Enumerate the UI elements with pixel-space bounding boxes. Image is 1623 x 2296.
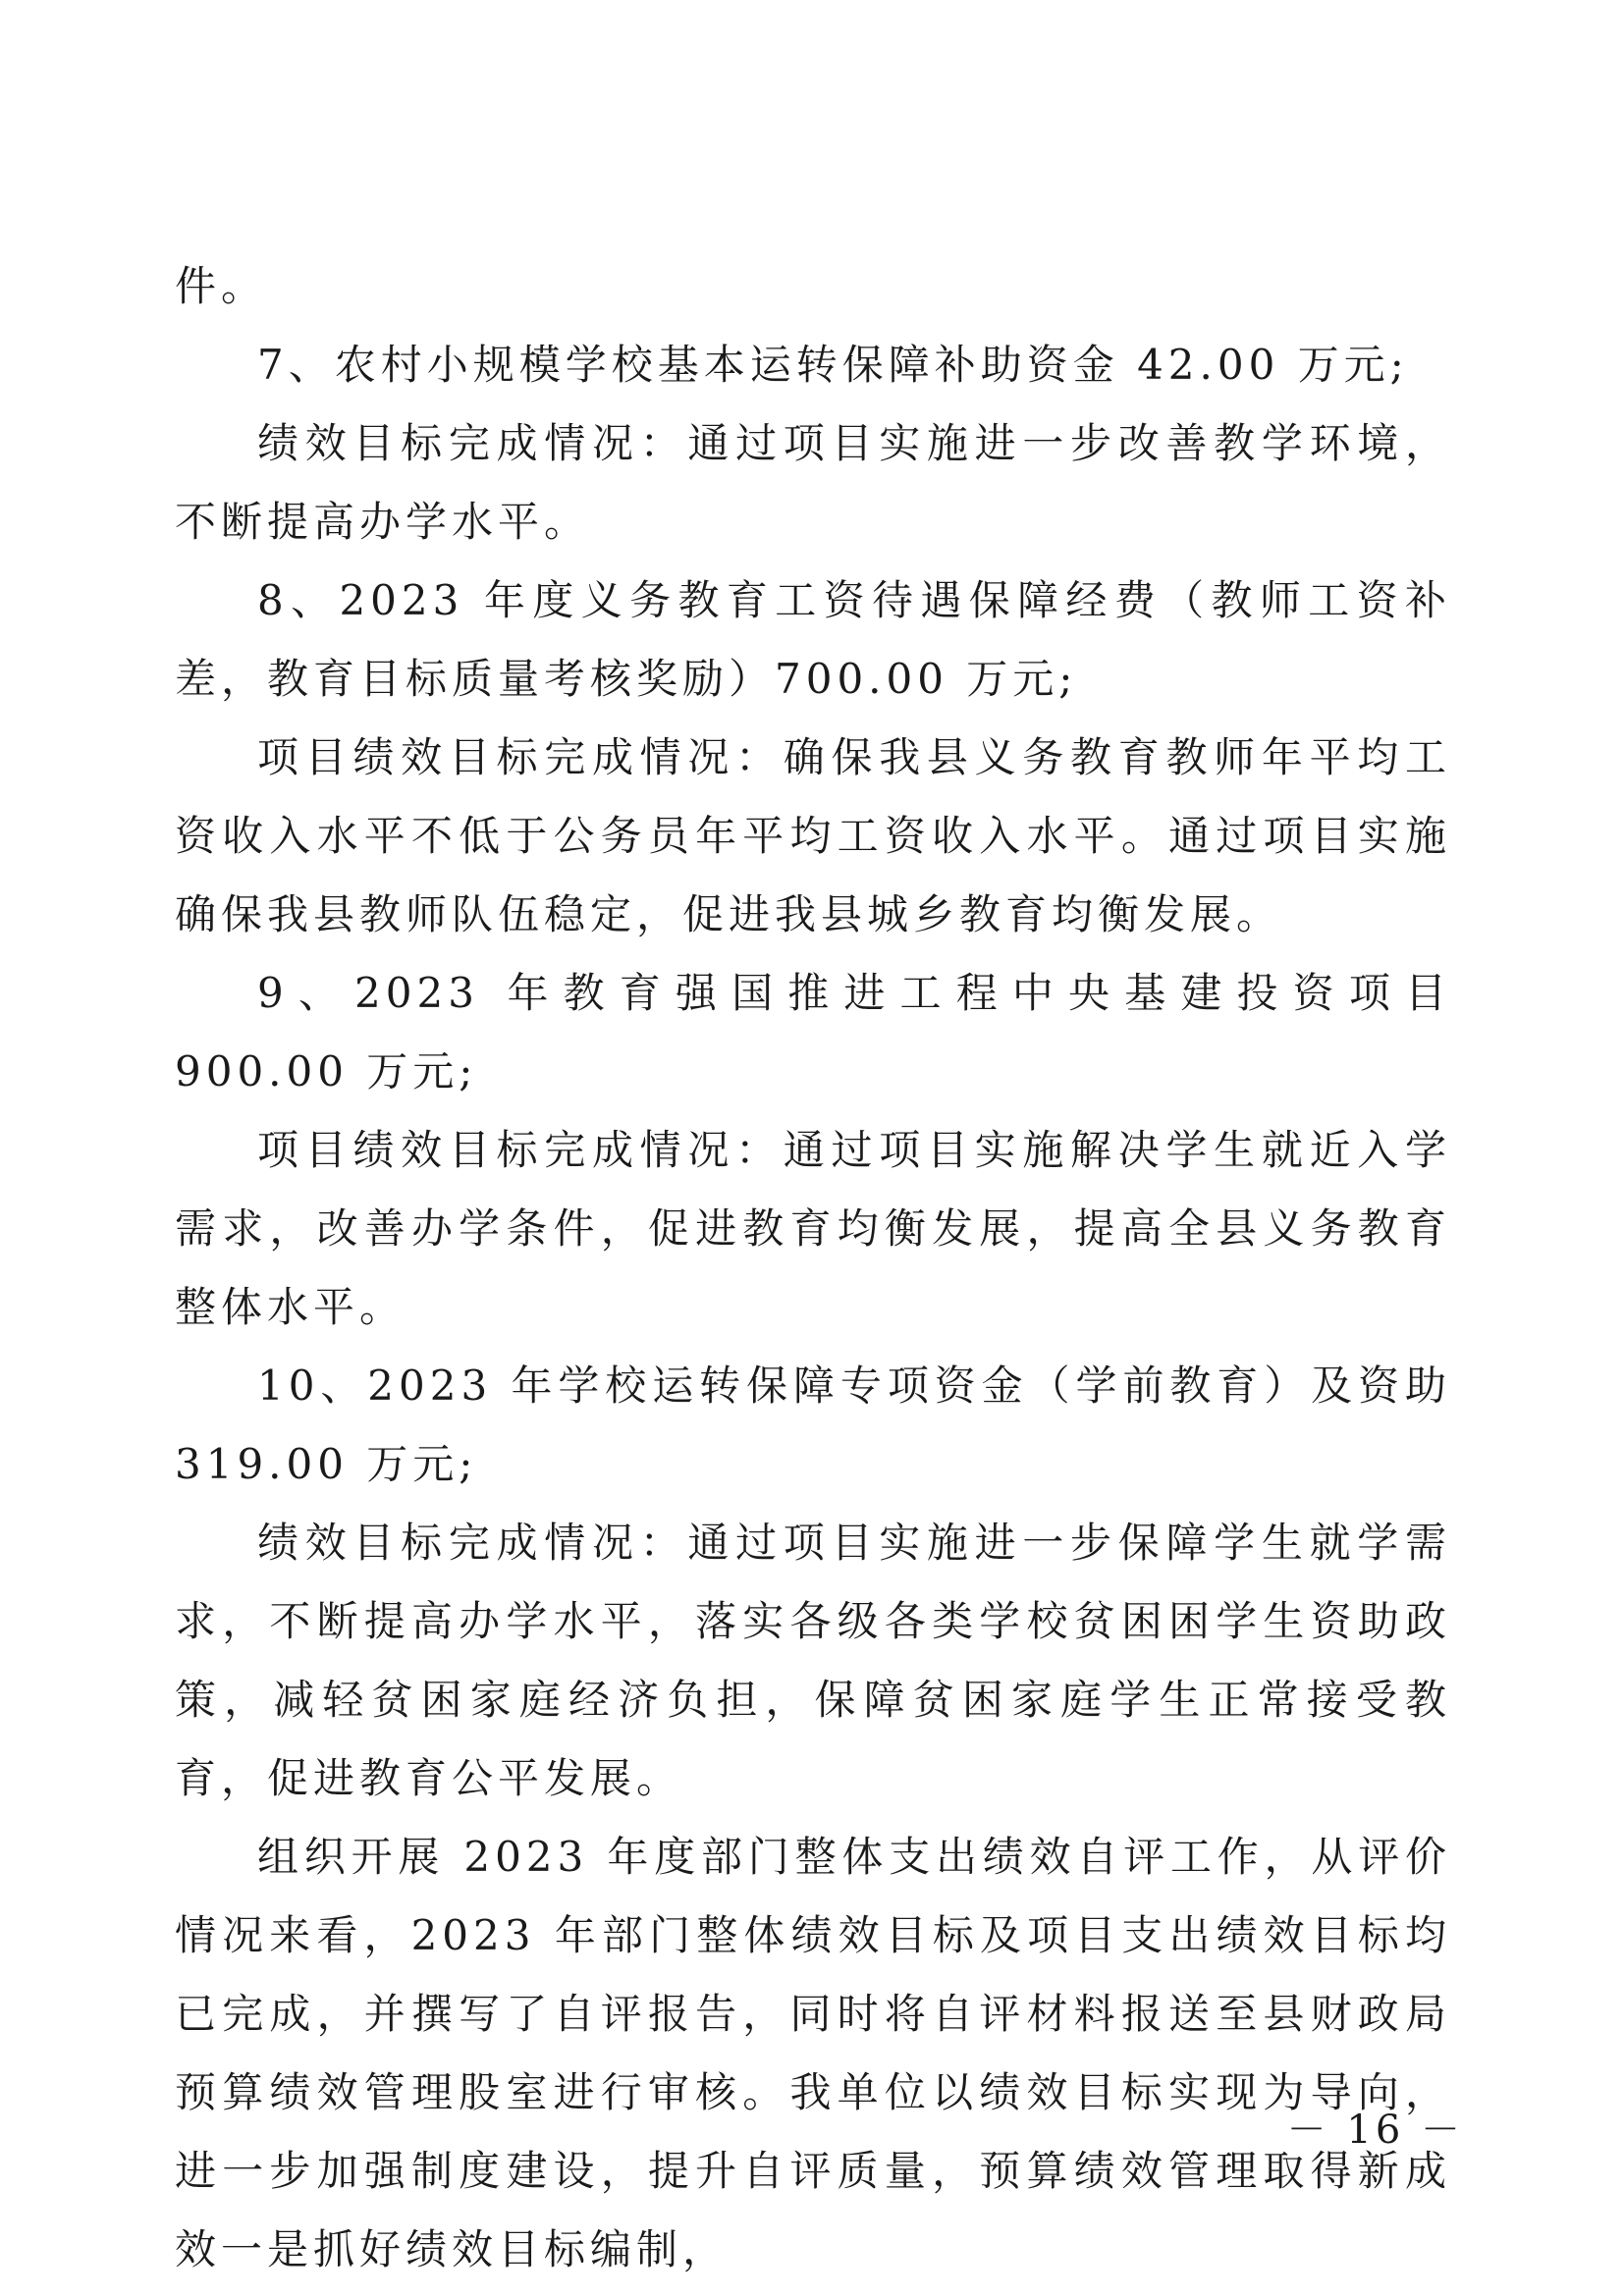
paragraph-7: 项目绩效目标完成情况：通过项目实施解决学生就近入学需求，改善办学条件，促进教育均衡发展，提高全县义务教育整体水平。	[175, 1126, 1451, 1331]
paragraph-10: 组织开展 2023 年度部门整体支出绩效自评工作，从评价情况来看，2023 年部门整体绩效目标及项目支出绩效目标均已完成，并撰写了自评报告，同时将自评材料报送至县财政局预算绩效管理股室进行审核。我单位以绩效目标实现为导向，进一步加强制度建设，提升自评质量，预算绩效管理取得新成效一是抓好绩效目标编制，	[175, 1833, 1451, 2273]
paragraph-8: 10、2023 年学校运转保障专项资金（学前教育）及资助 319.00 万元;	[175, 1362, 1451, 1488]
paragraph-3: 绩效目标完成情况：通过项目实施进一步改善教学环境，不断提高办学水平。	[175, 419, 1451, 546]
paragraph-4: 8、2023 年度义务教育工资待遇保障经费（教师工资补差，教育目标质量考核奖励）700.00 万元;	[175, 576, 1451, 703]
page-number: － 16 －	[1286, 2108, 1464, 2153]
paragraph-6: 9、2023 年教育强国推进工程中央基建投资项目 900.00 万元;	[175, 969, 1451, 1095]
paragraph-1: 件。	[175, 262, 268, 310]
paragraph-2: 7、农村小规模学校基本运转保障补助资金 42.00 万元;	[257, 341, 1409, 389]
paragraph-5: 项目绩效目标完成情况：确保我县义务教育教师年平均工资收入水平不低于公务员年平均工资收入水平。通过项目实施确保我县教师队伍稳定，促进我县城乡教育均衡发展。	[175, 733, 1451, 938]
paragraph-9: 绩效目标完成情况：通过项目实施进一步保障学生就学需求，不断提高办学水平，落实各级各类学校贫困困学生资助政策，减轻贫困家庭经济负担，保障贫困家庭学生正常接受教育，促进教育公平发展。	[175, 1519, 1451, 1802]
body-text	[175, 247, 1451, 2289]
